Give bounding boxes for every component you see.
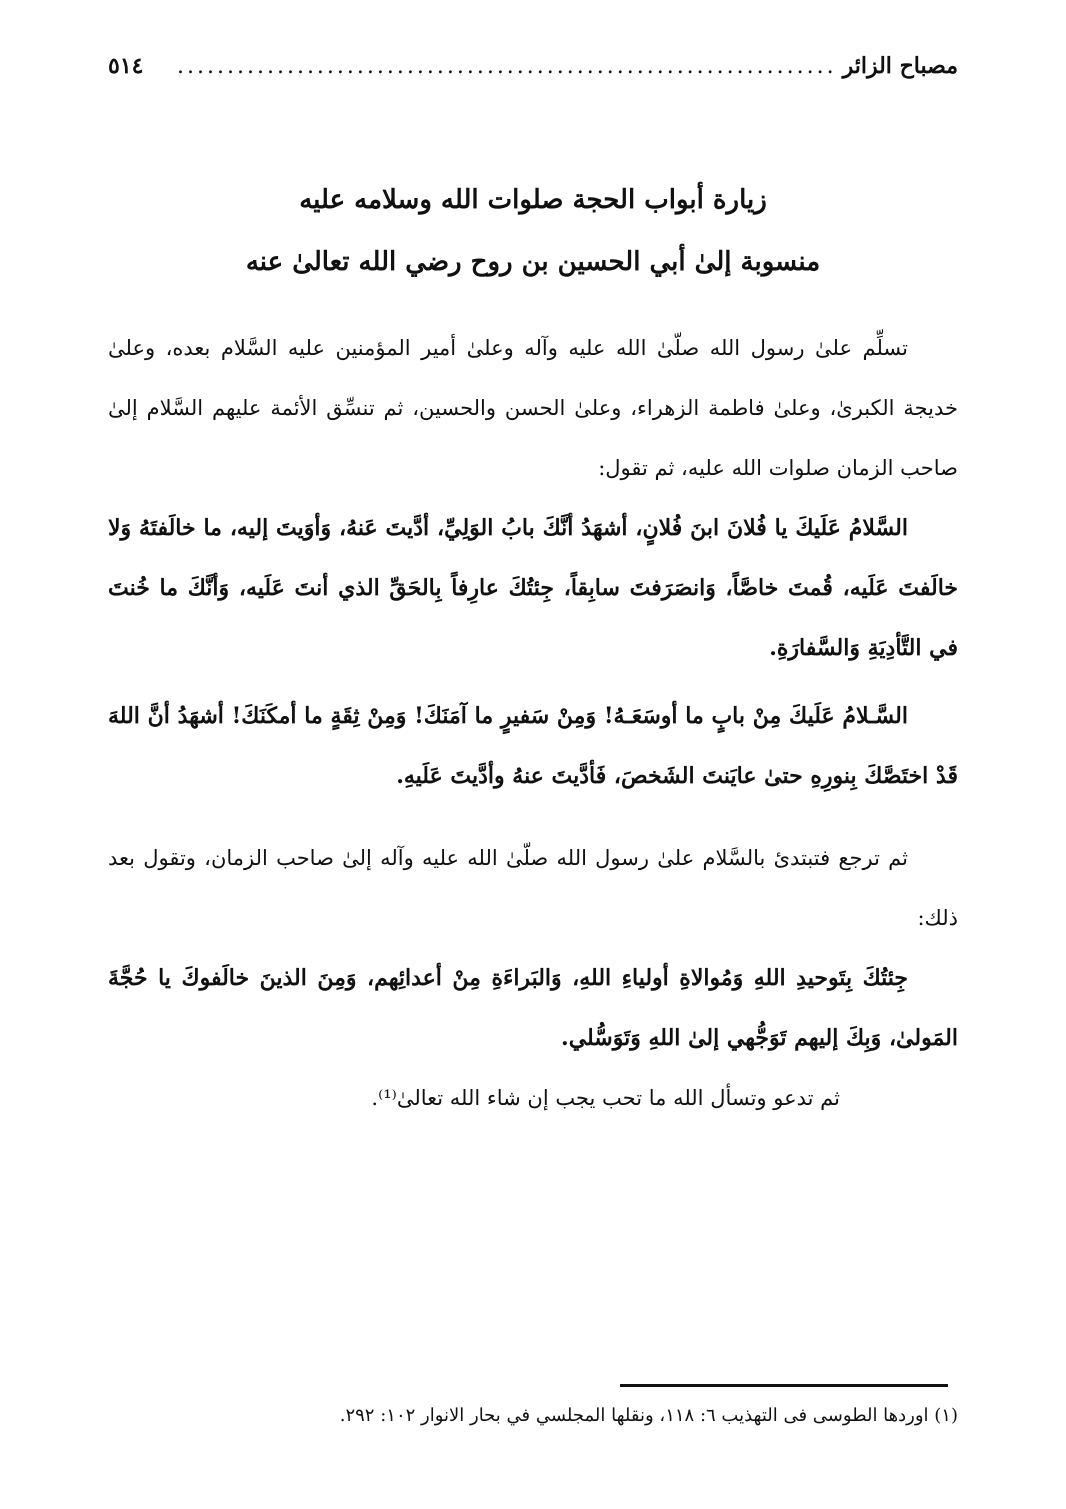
closing-instruction: ثم تدعو وتسأل الله ما تحب يجب إن شاء الله تعالىٰ⁽¹⁾. bbox=[371, 1086, 840, 1110]
supplication-paragraph: السَّـلامُ عَلَيكَ مِنْ بابٍ ما أوسَعَـهُ! وَمِنْ سَفيرٍ ما آمَنَكَ! وَمِنْ ثِقَةٍ ما أمكَنَكَ! أشهَدُ أنَّ اللهَ قَدْ اختَصَّكَ بِنورِهِ حتىٰ عايَنتَ الشَخصَ، فَأدَّيتَ عنهُ وأدَّيتَ عَلَيهِ. bbox=[108, 703, 958, 789]
running-header-book-title: مصباح الزائر bbox=[842, 53, 958, 79]
footnote: (١) اوردها الطوسى فى التهذيب ٦: ١١٨، ونقلها المجلسي في بحار الانوار ١٠٢: ٢٩٢. bbox=[339, 1405, 958, 1426]
section-subtitle: منسوبة إلىٰ أبي الحسين بن روح رضي الله تعالىٰ عنه bbox=[245, 247, 821, 277]
instruction-paragraph: تسلِّم علىٰ رسول الله صلّىٰ الله عليه وآله وعلىٰ أمير المؤمنين عليه السَّلام بعده، وعلىٰ خديجة الكبرىٰ، وعلىٰ فاطمة الزهراء، وعلىٰ الحسن والحسين، ثم تنسِّق الأئمة عليهم السَّلام إلىٰ صاحب الزمان صلوات الله عليه، ثم تقول: bbox=[108, 336, 958, 480]
dot-leader: .................................................................. bbox=[177, 53, 837, 79]
body-text bbox=[108, 318, 958, 1128]
page-number: ٥١٤ bbox=[108, 53, 144, 79]
supplication-paragraph: السَّلامُ عَلَيكَ يا فُلانَ ابنَ فُلانٍ، أشهَدُ أنَّكَ بابُ الوَلِيِّ، أدَّيتَ عَنهُ، وَأوَيتَ إليه، ما خالَفتَهُ وَلا خالَفتَ عَلَيه، قُمتَ خاصَّاً، وَانصَرَفتَ سابِقاً، جِئتُكَ عارِفاً بِالحَقِّ الذي أنتَ عَلَيه، وَأنَّكَ ما خُنتَ في التَّأدِيَةِ وَالسَّفارَةِ. bbox=[108, 515, 958, 661]
section-title: زيارة أبواب الحجة صلوات الله وسلامه عليه bbox=[299, 185, 767, 215]
running-header bbox=[108, 46, 958, 86]
supplication-paragraph: جِئتُكَ بِتَوحيدِ اللهِ وَمُوالاةِ أولياءِ اللهِ، وَالبَراءَةِ مِنْ أعدائِهم، وَمِنَ الذينَ خالَفوكَ يا حُجَّةَ المَولىٰ، وَبِكَ إليهم تَوَجُّهي إلىٰ اللهِ وَتَوَسُّلي. bbox=[108, 965, 958, 1051]
section-headings bbox=[100, 180, 966, 304]
footnote-divider bbox=[620, 1384, 948, 1387]
instruction-paragraph: ثم ترجع فتبتدئ بالسَّلام علىٰ رسول الله صلّىٰ الله عليه وآله إلىٰ صاحب الزمان، وتقول بعد ذلك: bbox=[108, 846, 958, 930]
